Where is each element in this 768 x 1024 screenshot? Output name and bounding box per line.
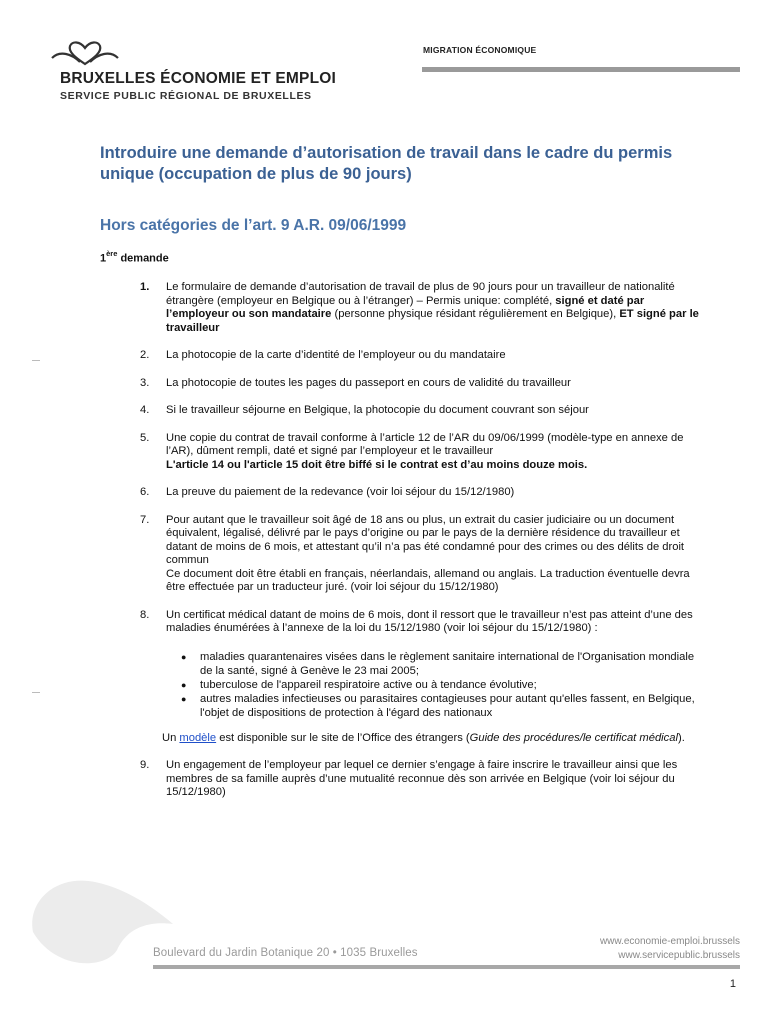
list-item: [140, 759, 700, 800]
demande-label: demande: [117, 252, 169, 265]
item-number: 1.: [140, 281, 150, 293]
org-name: BRUXELLES ÉCONOMIE ET EMPLOI: [60, 70, 337, 87]
item-text: La photocopie de toutes les pages du passeport en cours de validité du travailleur: [166, 376, 571, 389]
item-text: La photocopie de la carte d’identité de l’employeur ou du mandataire: [166, 349, 506, 361]
section-tag: MIGRATION ÉCONOMIQUE: [423, 45, 537, 55]
demande-number: 1: [100, 252, 107, 265]
bullet-dot-icon: ●: [181, 679, 187, 690]
list-item: [140, 377, 700, 391]
item-text: Pour autant que le travailleur soit âgé de 18 ans ou plus, un extrait du casier judiciaire ou un document équivalent, légalisé, délivré par le pays d’origine ou par le pays de la dernière résidence du travailleur et datant de moins de 6 mois, et attestant qu’il n’a pas été condamné pour des crimes ou des délits de droit commun: [166, 513, 685, 566]
item-number: 8.: [140, 608, 150, 621]
item-text: Si le travailleur séjourne en Belgique, la photocopie du document couvrant son séjour: [166, 404, 589, 416]
item-number: 4.: [140, 404, 150, 416]
list-item: [140, 432, 700, 473]
demande-heading: [100, 250, 169, 265]
page-title: Introduire une demande d’autorisation de travail dans le cadre du permis unique (occupation de plus de 90 jours): [100, 144, 673, 183]
footer-divider: [153, 965, 740, 969]
header-divider: [422, 67, 740, 72]
bullet-item: [166, 650, 700, 678]
item-text: La preuve du paiement de la redevance (voir loi séjour du 15/12/1980): [166, 486, 515, 498]
document-list: [140, 281, 700, 814]
list-item: [140, 349, 700, 363]
list-item: [140, 486, 700, 500]
item-number: 3.: [140, 376, 150, 389]
footer-website-1[interactable]: www.economie-emploi.brussels: [599, 936, 740, 947]
bullet-item: [166, 692, 700, 720]
modele-italic-text: Guide des procédures/le certificat médical: [469, 731, 678, 744]
item-text: Le formulaire de demande d’autorisation de travail de plus de 90 jours pour un travailleur de nationalité étrangère (employeur en Belgique ou à l’étranger) – Permis unique: complété,: [166, 281, 675, 307]
bullet-text: maladies quarantenaires visées dans le règlement sanitaire international de l'Organisation mondiale de la santé, signé à Genève le 23 mai 2005;: [200, 650, 695, 677]
item-number: 5.: [140, 431, 150, 444]
modele-link[interactable]: modèle: [179, 731, 217, 744]
item-number: 6.: [140, 486, 150, 498]
modele-text: ).: [677, 731, 685, 744]
list-item: [140, 281, 700, 335]
page-number: 1: [729, 978, 736, 990]
item-bold-text: signé et daté par l’employeur ou son mandataire: [166, 294, 645, 320]
list-item: [140, 404, 700, 418]
org-subtitle: SERVICE PUBLIC RÉGIONAL DE BRUXELLES: [60, 90, 312, 102]
item-number: 7.: [140, 513, 150, 526]
item-number: 9.: [140, 759, 150, 771]
modele-text: Un: [162, 731, 180, 744]
footer-website-2[interactable]: www.servicepublic.brussels: [618, 950, 740, 961]
bullet-item: [166, 678, 700, 692]
heart-swan-logo-icon: [50, 38, 120, 68]
list-item: [140, 514, 700, 595]
item-text: Un certificat médical datant de moins de 6 mois, dont il ressort que le travailleur n’est pas atteint d’une des maladies énumérées à l’annexe de la loi du 15/12/1980 (voir loi séjour du 15/12/1980) :: [166, 608, 693, 634]
margin-mark: [32, 360, 40, 361]
modele-text: est disponible sur le site de l’Office des étrangers (: [216, 731, 470, 744]
bullet-dot-icon: ●: [181, 651, 187, 662]
bullet-text: autres maladies infectieuses ou parasitaires contagieuses pour autant qu'elles fassent, en Belgique, l'objet de dispositions de protection à l'égard des nationaux: [200, 692, 695, 719]
item-number: 2.: [140, 349, 150, 361]
bullet-text: tuberculose de l'appareil respiratoire active ou à tendance évolutive;: [200, 678, 537, 691]
disease-list: [166, 650, 700, 720]
list-item: [140, 609, 700, 746]
item-text: Une copie du contrat de travail conforme à l’article 12 de l’AR du 09/06/1999 (modèle-type en annexe de l’AR), dûment rempli, daté et signé par l’employeur et le travailleur: [166, 431, 684, 457]
item-text: Un engagement de l’employeur par lequel ce dernier s’engage à faire inscrire le travailleur ainsi que les membres de sa famille auprès d’une mutualité reconnue dès son arrivée en Belgique (voir loi séjour du 15/12/1980): [166, 759, 678, 798]
item-bold-text: ET signé par le travailleur: [166, 308, 699, 334]
item-bold-text: L'article 14 ou l'article 15 doit être biffé si le contrat est d’au moins douze mois.: [166, 458, 588, 471]
margin-mark: [32, 692, 40, 693]
item-text: Ce document doit être établi en français, néerlandais, allemand ou anglais. La traduction éventuelle devra être effectuée par un traducteur juré. (voir loi séjour du 15/12/1980): [166, 567, 690, 593]
item-text: (personne physique résidant régulièrement en Belgique),: [331, 308, 620, 320]
modele-paragraph: [162, 732, 700, 746]
bullet-dot-icon: ●: [181, 693, 187, 704]
footer-address: Boulevard du Jardin Botanique 20 • 1035 Bruxelles: [153, 947, 418, 959]
page-subtitle: Hors catégories de l’art. 9 A.R. 09/06/1999: [100, 217, 407, 234]
demande-superscript: ère: [106, 249, 118, 258]
